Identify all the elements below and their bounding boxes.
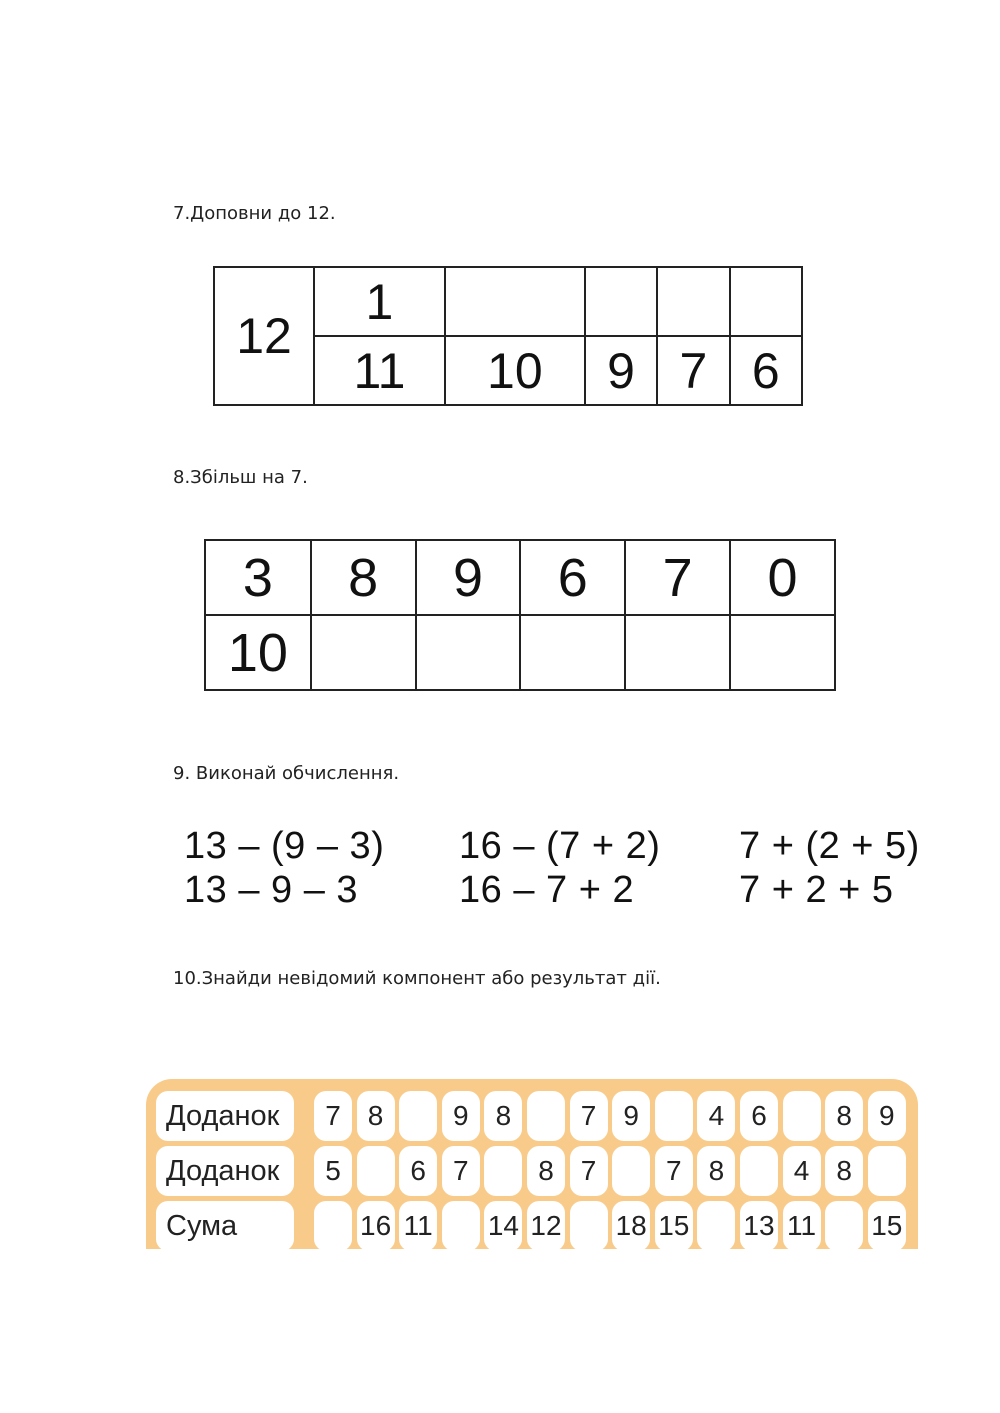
addition-table: [146, 1079, 918, 1249]
task8-top-cell: 6: [520, 540, 625, 615]
table-cell: 6: [740, 1091, 778, 1141]
task8-bottom-cell[interactable]: [311, 615, 416, 690]
task7-top-cell[interactable]: [730, 267, 802, 336]
task7-table: [213, 266, 803, 406]
expression: 13 – 9 – 3: [184, 869, 359, 911]
task8-title: 8.Збільш на 7.: [173, 467, 308, 488]
task7-top-cell[interactable]: [445, 267, 585, 336]
expression: 16 – 7 + 2: [459, 869, 635, 911]
table-cell: 9: [612, 1091, 650, 1141]
table-cell: 11: [783, 1201, 821, 1249]
task7-top-cell[interactable]: [585, 267, 657, 336]
task8-bottom-cell[interactable]: [416, 615, 521, 690]
task9-title: 9. Виконай обчислення.: [173, 763, 400, 784]
table-cell: 9: [868, 1091, 906, 1141]
task8-table: [204, 539, 836, 691]
table-cell: 9: [442, 1091, 480, 1141]
task8-top-cell: 0: [730, 540, 835, 615]
table-cell[interactable]: [527, 1091, 565, 1141]
table-cell[interactable]: [484, 1146, 522, 1196]
table-cell[interactable]: [612, 1146, 650, 1196]
table-cell: 7: [442, 1146, 480, 1196]
table-cell[interactable]: [442, 1201, 480, 1249]
table-cell: 8: [825, 1091, 863, 1141]
table-cell: 7: [570, 1091, 608, 1141]
task8-bottom-cell[interactable]: [520, 615, 625, 690]
task7-top-cell[interactable]: [657, 267, 729, 336]
row-label: Доданок: [156, 1146, 294, 1196]
expression: 7 + 2 + 5: [739, 869, 894, 911]
task8-top-cell: 8: [311, 540, 416, 615]
table-cell: 8: [825, 1146, 863, 1196]
task7-bottom-cell: 9: [585, 336, 657, 405]
task7-bottom-cell: 10: [445, 336, 585, 405]
table-cell[interactable]: [783, 1091, 821, 1141]
table-cell: 15: [868, 1201, 906, 1249]
table-cell: 13: [740, 1201, 778, 1249]
table-cell: 7: [655, 1146, 693, 1196]
table-cell: 6: [399, 1146, 437, 1196]
expression: 16 – (7 + 2): [459, 825, 661, 867]
table-cell: 11: [399, 1201, 437, 1249]
expression: 7 + (2 + 5): [739, 825, 920, 867]
table-cell[interactable]: [740, 1146, 778, 1196]
table-cell: 4: [783, 1146, 821, 1196]
table-cell: 8: [484, 1091, 522, 1141]
table-cell[interactable]: [868, 1146, 906, 1196]
table-cell: 15: [655, 1201, 693, 1249]
task8-top-cell: 9: [416, 540, 521, 615]
table-cell[interactable]: [314, 1201, 352, 1249]
table-cell: 12: [527, 1201, 565, 1249]
task7-bottom-cell: 7: [657, 336, 729, 405]
task10-title: 10.Знайди невідомий компонент або результат дії.: [173, 968, 661, 989]
table-cell[interactable]: [825, 1201, 863, 1249]
table-cell[interactable]: [697, 1201, 735, 1249]
table-cell: 14: [484, 1201, 522, 1249]
task8-top-cell: 7: [625, 540, 730, 615]
table-cell[interactable]: [357, 1146, 395, 1196]
task8-bottom-cell[interactable]: 10: [205, 615, 311, 690]
table-cell: 16: [357, 1201, 395, 1249]
table-cell[interactable]: [399, 1091, 437, 1141]
table-cell: 4: [697, 1091, 735, 1141]
task7-whole: 12: [214, 267, 314, 405]
table-cell: 7: [570, 1146, 608, 1196]
task8-top-cell: 3: [205, 540, 311, 615]
table-cell: 8: [527, 1146, 565, 1196]
task8-bottom-cell[interactable]: [730, 615, 835, 690]
table-cell: 5: [314, 1146, 352, 1196]
table-cell: 8: [697, 1146, 735, 1196]
task7-bottom-cell: 6: [730, 336, 802, 405]
table-cell[interactable]: [655, 1091, 693, 1141]
task8-bottom-cell[interactable]: [625, 615, 730, 690]
task7-title: 7.Доповни до 12.: [173, 203, 336, 224]
table-cell[interactable]: [570, 1201, 608, 1249]
table-cell: 8: [357, 1091, 395, 1141]
table-cell: 7: [314, 1091, 352, 1141]
expression: 13 – (9 – 3): [184, 825, 385, 867]
task7-bottom-cell: 11: [314, 336, 445, 405]
row-label: Сума: [156, 1201, 294, 1249]
row-label: Доданок: [156, 1091, 294, 1141]
task7-top-cell[interactable]: 1: [314, 267, 445, 336]
table-cell: 18: [612, 1201, 650, 1249]
